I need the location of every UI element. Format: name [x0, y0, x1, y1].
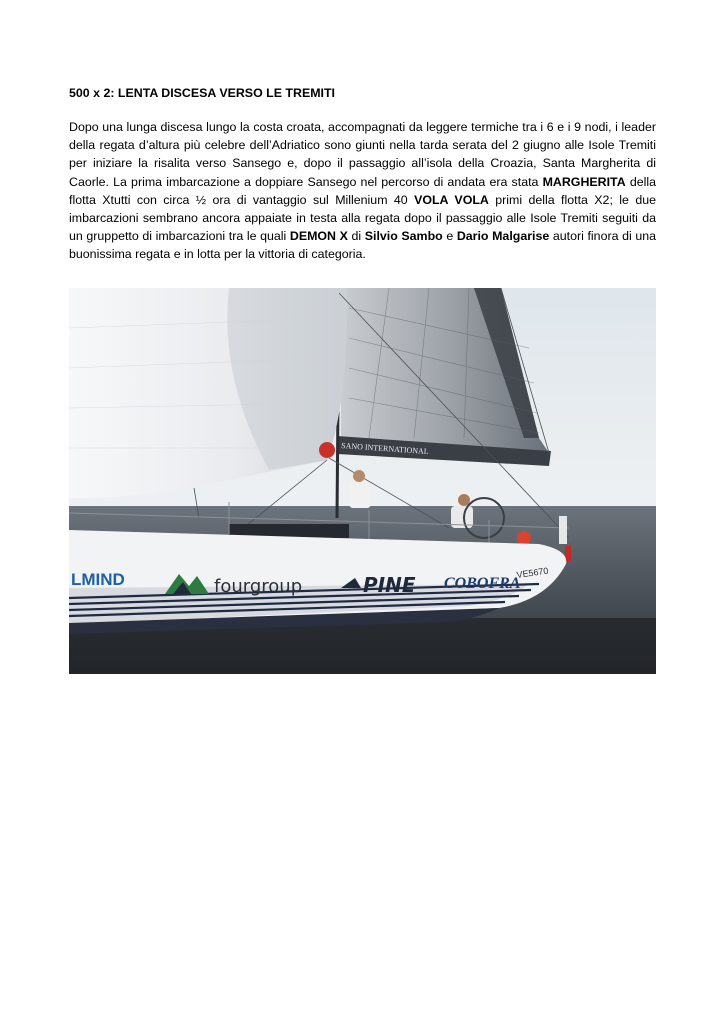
boat-name-margherita: MARGHERITA: [542, 174, 626, 189]
boat-name-vola-vola: VOLA VOLA: [414, 192, 489, 207]
logo-pine: PINE: [363, 573, 416, 597]
spinnaker-patch: [319, 442, 335, 458]
logo-cobofra: COBOFRA: [444, 575, 521, 592]
article-paragraph: [69, 118, 656, 264]
hull-registration: VE5670: [515, 565, 549, 580]
stern-pole: [559, 516, 567, 544]
skipper-name-malgarise: Dario Malgarise: [456, 229, 550, 244]
logo-mind: LMIND: [71, 570, 125, 589]
article-title: 500 x 2: LENTA DISCESA VERSO LE TREMITI: [69, 86, 335, 100]
lifebuoy: [517, 531, 531, 545]
paragraph-text: Dopo una lunga discesa lungo la costa croata, accompagnati da leggere termiche tra i 6 e i 9 nodi, i leader della regata d’altura più celebre dell’Adriatico sono giunti nella tarda serata del 2 giugno alle Isole Tremiti per iniziare la risalita verso Sansego e, dopo il passaggio all’isola della Croazia, Santa Margherita di Caorle. La prima imbarcazione a doppiare Sansego nel percorso di andata era stata: [69, 120, 656, 189]
boom-text: SANO INTERNATIONAL: [340, 441, 430, 457]
paragraph-text: primi della flotta X2; le due imbarcazioni sembrano ancora appaiate in testa alla regata dopo il passaggio alle Isole Tremiti seguiti da un gruppetto di imbarcazioni tra le quali: [69, 192, 656, 244]
paragraph-text: e: [442, 229, 457, 244]
skipper-name-sambo: Silvio Sambo: [364, 229, 443, 244]
logo-fourgroup: fourgroup: [214, 576, 303, 597]
boat-name-demon-x: DEMON X: [289, 229, 348, 244]
sailboat-illustration: [69, 288, 656, 674]
sailboat-photo: [69, 288, 656, 674]
paragraph-text: di: [347, 229, 365, 244]
paragraph-text: della flotta Xtutti con circa ½ ora di vantaggio sul Millenium 40: [69, 174, 656, 207]
paragraph-text: autori finora di una buonissima regata e in lotta per la vittoria di categoria.: [69, 229, 657, 262]
